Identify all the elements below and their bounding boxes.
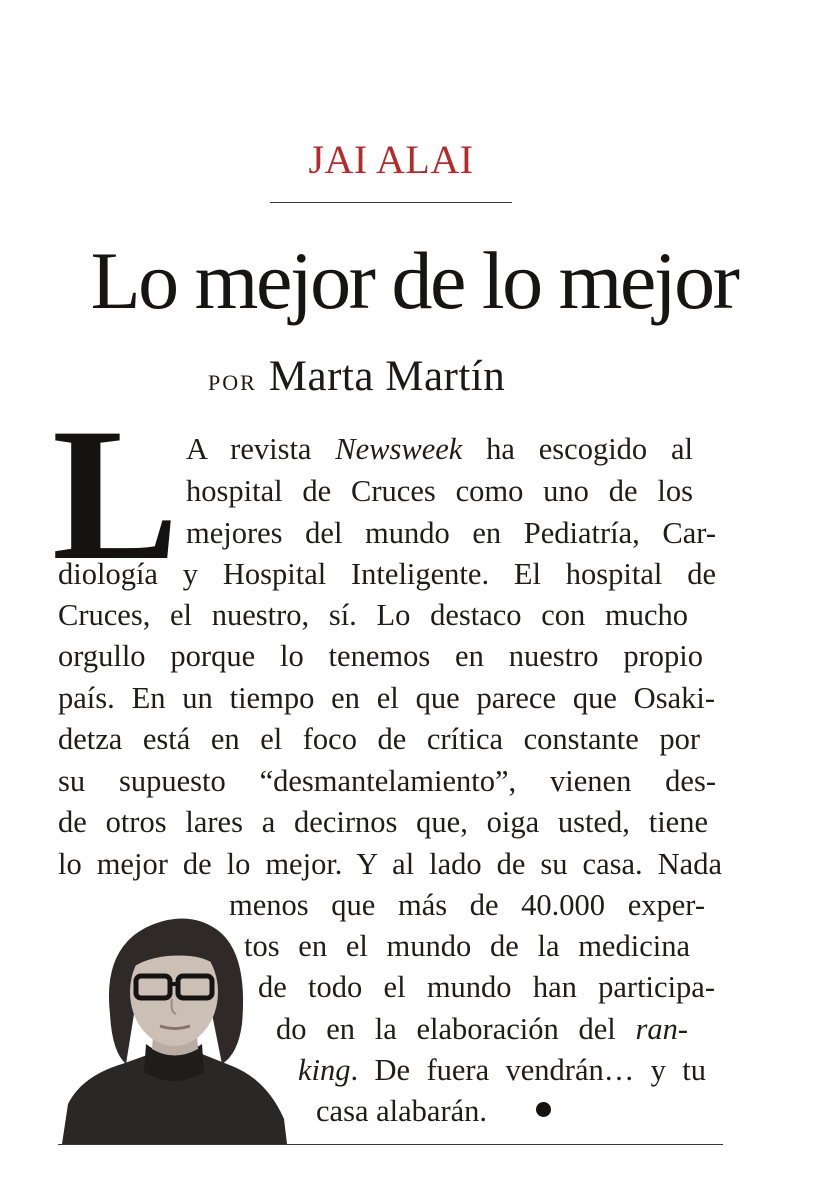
headline: Lo mejor de lo mejor — [90, 235, 738, 326]
body-line: de otros lares a decirnos que, oiga usted, tiene — [58, 805, 708, 839]
section-divider — [270, 202, 512, 203]
body-line: hospital de Cruces como uno de los — [186, 474, 693, 508]
body-line: menos que más de 40.000 exper- — [229, 888, 705, 922]
end-mark-icon — [536, 1102, 551, 1117]
body-line: su supuesto “desmantelamiento”, vienen des- — [58, 764, 716, 798]
body-line: de todo el mundo han participa- — [258, 970, 715, 1004]
drop-cap: L — [52, 390, 179, 600]
author-photo — [62, 904, 287, 1144]
body-text: king — [298, 1053, 351, 1087]
body-line: diología y Hospital Inteligente. El hospital de — [58, 557, 716, 591]
body-line: país. En un tiempo en el que parece que Osaki- — [58, 681, 715, 715]
body-text: A revista — [186, 432, 336, 466]
body-line: detza está en el foco de crítica constante por — [58, 722, 700, 756]
section-label: JAI ALAI — [308, 137, 474, 182]
body-line — [186, 434, 693, 465]
body-text: ran- — [635, 1012, 688, 1046]
bottom-divider — [58, 1144, 723, 1145]
byline-author: Marta Martín — [268, 353, 506, 400]
publication-name: Newsweek — [335, 432, 463, 466]
body-text: ha escogido al — [462, 432, 693, 466]
byline — [208, 352, 505, 401]
body-line — [298, 1055, 706, 1086]
body-line: mejores del mundo en Pediatría, Car- — [186, 516, 716, 550]
body-text: do en la elaboración del — [276, 1012, 636, 1046]
body-line: lo mejor de lo mejor. Y al lado de su casa. Nada — [58, 847, 722, 881]
body-text: . De fuera vendrán… y tu — [350, 1053, 706, 1087]
body-line: orgullo porque lo tenemos en nuestro propio — [58, 639, 703, 673]
body-line: casa alabarán. — [316, 1094, 488, 1128]
body-line: tos en el mundo de la medicina — [244, 929, 690, 963]
byline-prefix: POR — [208, 370, 257, 395]
body-line — [276, 1014, 688, 1045]
body-line: Cruces, el nuestro, sí. Lo destaco con mucho — [58, 598, 688, 632]
